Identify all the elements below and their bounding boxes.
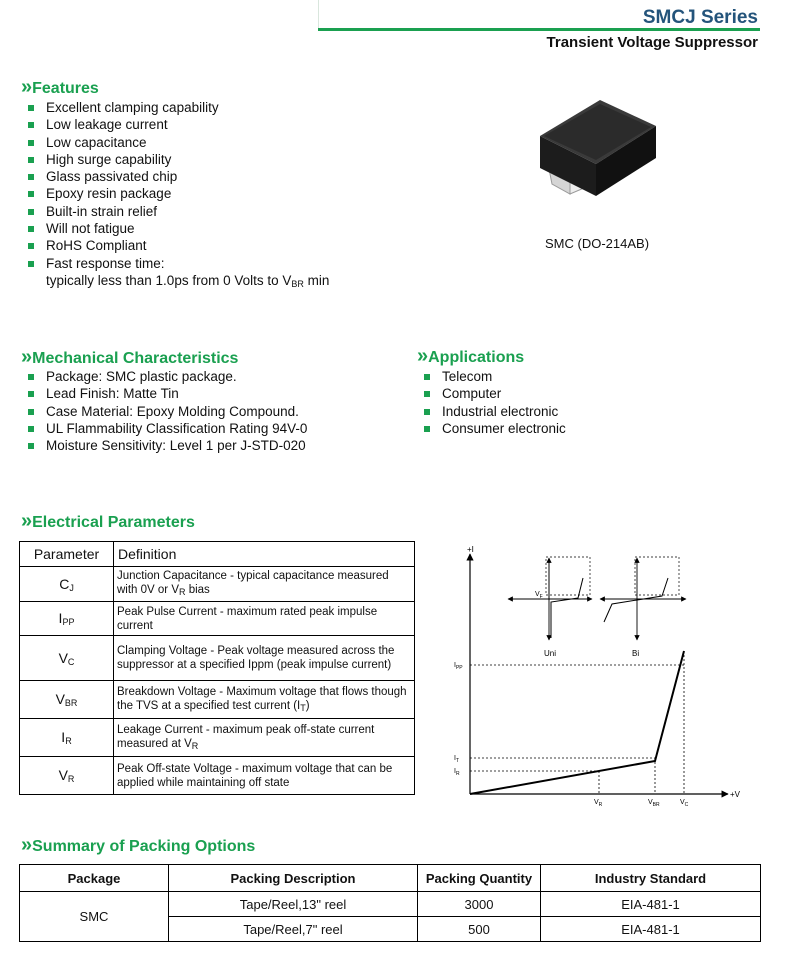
list-item: Low leakage current (21, 116, 329, 133)
electrical-title: » Electrical Parameters (21, 510, 195, 532)
param-symbol: $C_J$ (20, 567, 114, 602)
column-header: Parameter (20, 542, 114, 567)
packing-qty-cell: 500 (418, 917, 541, 942)
list-item: Industrial electronic (417, 403, 566, 420)
mechanical-title: » Mechanical Characteristics (21, 346, 239, 368)
vc-label: $V_C$ (680, 799, 689, 808)
list-item: RoHS Compliant (21, 237, 329, 254)
it-label: $I_T$ (454, 755, 460, 764)
param-definition: Peak Off-state Voltage - maximum voltage that can be applied while maintaining off state (114, 757, 415, 795)
chevron-icon: » (21, 346, 31, 368)
features-title: » Features (21, 76, 99, 98)
package-cell: SMC (20, 892, 169, 942)
table-row (20, 892, 761, 917)
x-axis-label: +V (730, 790, 741, 799)
ir-label: $I_R$ (454, 768, 460, 777)
ipp-label: $I_{PP}$ (454, 662, 463, 671)
param-symbol: $I_R$ (20, 719, 114, 757)
parameter-table (19, 541, 415, 795)
bi-label: Bi (632, 649, 640, 658)
y-axis-label: +I (467, 545, 474, 554)
table-row (20, 636, 415, 681)
list-item: UL Flammability Classification Rating 94V-0 (21, 420, 307, 437)
smc-package-icon (530, 96, 660, 206)
table-row (20, 719, 415, 757)
list-item: Excellent clamping capability (21, 99, 329, 116)
param-symbol: $V_{BR}$ (20, 681, 114, 719)
column-header: Packing Quantity (418, 865, 541, 892)
column-header: Industry Standard (541, 865, 761, 892)
iv-characteristic-diagram (440, 540, 760, 816)
column-header: Packing Description (169, 865, 418, 892)
mechanical-list (21, 368, 307, 454)
packing-std-cell: EIA-481-1 (541, 892, 761, 917)
vr-label: $V_R$ (594, 799, 603, 808)
list-item: Package: SMC plastic package. (21, 368, 307, 385)
list-item: Consumer electronic (417, 420, 566, 437)
applications-title: » Applications (417, 345, 525, 367)
list-item: Will not fatigue (21, 220, 329, 237)
param-definition: Peak Pulse Current - maximum rated peak impulse current (114, 602, 415, 636)
applications-list (417, 368, 566, 437)
list-item: High surge capability (21, 151, 329, 168)
list-item: Lead Finish: Matte Tin (21, 385, 307, 402)
uni-label: Uni (544, 649, 557, 658)
chevron-icon: » (21, 834, 31, 856)
packing-qty-cell: 3000 (418, 892, 541, 917)
table-header-row (20, 542, 415, 567)
packing-desc-cell: Tape/Reel,7" reel (169, 917, 418, 942)
header-divider-stub (318, 0, 319, 30)
list-item: Telecom (417, 368, 566, 385)
column-header: Package (20, 865, 169, 892)
list-item: Fast response time: typically less than 1.0ps from 0 Volts to $V_{BR}$ min (21, 255, 329, 294)
package-label: SMC (DO-214AB) (545, 236, 650, 251)
chevron-icon: » (21, 76, 31, 98)
list-item: Case Material: Epoxy Molding Compound. (21, 403, 307, 420)
packing-desc-cell: Tape/Reel,13" reel (169, 892, 418, 917)
chevron-icon: » (417, 345, 427, 367)
list-item: Low capacitance (21, 134, 329, 151)
column-header: Definition (114, 542, 415, 567)
table-row (20, 602, 415, 636)
param-definition: Leakage Current - maximum peak off-state current measured at $V_R$ (114, 719, 415, 757)
list-item: Epoxy resin package (21, 185, 329, 202)
packing-std-cell: EIA-481-1 (541, 917, 761, 942)
iv-curve (470, 651, 684, 794)
vbr-label: $V_{BR}$ (648, 799, 660, 808)
list-item: Glass passivated chip (21, 168, 329, 185)
features-list (21, 99, 329, 293)
param-symbol: $I_{PP}$ (20, 602, 114, 636)
param-symbol: $V_R$ (20, 757, 114, 795)
packing-table (19, 864, 761, 942)
vf-label: $V_F$ (535, 591, 543, 600)
chevron-icon: » (21, 510, 31, 532)
table-row (20, 757, 415, 795)
table-row (20, 567, 415, 602)
response-time-detail: typically less than 1.0ps from 0 Volts to $V_{BR}$ min (46, 272, 330, 289)
param-definition: Clamping Voltage - Peak voltage measured across the suppressor at a specified Ippm (peak impulse current) (114, 636, 415, 681)
series-title: SMCJ Series (642, 7, 758, 28)
list-item: Moisture Sensitivity: Level 1 per J-STD-020 (21, 437, 307, 454)
packing-title: » Summary of Packing Options (21, 834, 256, 856)
series-subtitle: Transient Voltage Suppressor (546, 34, 758, 51)
table-row (20, 681, 415, 719)
uni-inset (508, 557, 592, 658)
param-definition: Breakdown Voltage - Maximum voltage that flows though the TVS at a specified test current $(I_T)$ (114, 681, 415, 719)
param-definition: Junction Capacitance - typical capacitance measured with 0V or $V_R$ bias (114, 567, 415, 602)
table-header-row (20, 865, 761, 892)
list-item: Built-in strain relief (21, 203, 329, 220)
param-symbol: $V_C$ (20, 636, 114, 681)
list-item: Computer (417, 385, 566, 402)
bi-inset (600, 557, 686, 658)
